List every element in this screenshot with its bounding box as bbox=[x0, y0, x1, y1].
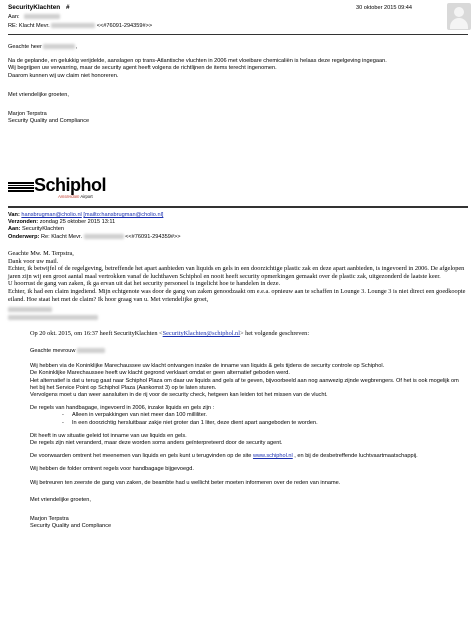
quoted-greeting bbox=[30, 348, 466, 355]
sender-name-text: SecurityKlachten bbox=[8, 4, 61, 11]
quoted-intro-pre: Op 20 okt. 2015, om 16:37 heeft SecurityKlachten < bbox=[30, 330, 163, 337]
schiphol-logo-stripes bbox=[8, 182, 34, 194]
customer-greeting: Geachte Mw. M. Terpstra, bbox=[8, 250, 74, 257]
quoted-paragraph: Wij betreuren ten zeerste de gang van zaken, de beambte had u wellicht beter moeten informeren over de reden van inname. bbox=[30, 479, 341, 486]
logo-sub-amsterdam: Amsterdam bbox=[58, 194, 80, 199]
sent-value: zondag 25 oktober 2015 13:11 bbox=[39, 219, 116, 226]
quoted-email-link[interactable]: SecurityKlachten@schiphol.nl bbox=[162, 330, 240, 337]
quoted-p7-post: , en bij de desbetreffende luchtvaartmaatschappij. bbox=[292, 453, 418, 460]
to-label: Aan: bbox=[8, 14, 20, 20]
reply-closing: Met vriendelijke groeten, bbox=[8, 91, 69, 98]
rules-intro: De regels van handbagage, ingevoerd in 2006, inzake liquids en gels zijn : bbox=[30, 405, 215, 412]
redacted-name bbox=[84, 234, 124, 239]
flag-icon[interactable]: # bbox=[66, 4, 70, 11]
schiphol-logo-sub bbox=[58, 194, 93, 199]
subject-text: RE: Klacht Mevr. bbox=[8, 23, 52, 29]
email-date: 30 oktober 2015 09:44 bbox=[356, 5, 412, 11]
signature-name: Marjon Terpstra bbox=[30, 516, 69, 523]
quoted-intro-post: > het volgende geschreven: bbox=[239, 330, 310, 337]
avatar-icon bbox=[447, 3, 471, 30]
quoted-paragraph: De regels zijn niet veranderd, maar deze worden soms anders geïnterpreteerd door de security agent. bbox=[30, 440, 283, 447]
logo-sub-airport: Airport bbox=[80, 194, 93, 199]
reply-body bbox=[8, 44, 464, 125]
list-item: - Alleen in verpakkingen van niet meer dan 100 milliliter. bbox=[72, 412, 466, 419]
reply-paragraph: Wij begrijpen uw verwarring, maar de security agent heeft volgens de richtlijnen de items terecht ingenomen. bbox=[8, 65, 277, 72]
quoted-paragraph: Vervolgens moet u dan weer aansluiten in de rij voor de security check, hetgeen kan leiden tot het missen van de vlucht. bbox=[30, 392, 328, 399]
quoted-greeting-text: Geachte mevrouw bbox=[30, 348, 77, 354]
sender-name bbox=[8, 4, 70, 11]
customer-thanks: Dank voor uw mail. bbox=[8, 257, 59, 265]
redacted-name bbox=[51, 23, 95, 28]
quoted-paragraph: Wij hebben de folder omtrent regels voor handbagage bijgevoegd. bbox=[30, 466, 194, 473]
quoted-intro bbox=[30, 330, 466, 338]
signature-name: Marjon Terpstra bbox=[8, 111, 47, 118]
forward-divider bbox=[8, 206, 468, 208]
redacted-recipient bbox=[24, 14, 60, 19]
subject-ref: <<#76091-294359#>> bbox=[95, 23, 153, 29]
signature-title: Security Quality and Compliance bbox=[8, 118, 90, 125]
reply-greeting: Geachte heer , bbox=[8, 44, 78, 50]
quoted-paragraph: Het alternatief is dat u terug gaat naar Schiphol Plaza om daar uw liquids and gels af te geven, bijvoorbeeld aan nog aanwezig zijnde wegbrengers. Of het is ook mogelijk om het bij het Service Point op Schiphol Plaza (Aankomst 3) op te laten sturen. bbox=[30, 377, 459, 391]
customer-paragraph: Echter, ik had een claim ingediend. Mijn echtgenote was door de gang van zaken genoodzaakt om e.e.a. opnieuw aan te schaffen in Lounge 3. Lounge 3 is niet direct een goedkoopte eiland. Hoe staat het met de claim? Ik hoor graag van u. Met vriendelijke groet, bbox=[8, 287, 466, 303]
from-email-link[interactable]: hansbrugman@cholio.nl bbox=[21, 212, 82, 218]
list-item: - In een doorzichtig hersluitbaar zakje niet groter dan 1 liter, deze dient apart aangeboden te worden. bbox=[72, 420, 466, 427]
quoted-body bbox=[30, 348, 466, 530]
to-line bbox=[8, 14, 60, 21]
rules-list bbox=[30, 412, 466, 426]
mailto-link[interactable]: [mailto:hansbrugman@cholio.nl] bbox=[83, 212, 164, 218]
quoted-p7-pre: De voorwaarden omtrent het meenemen van liquids en gels kunt u terugvinden op de site bbox=[30, 453, 253, 460]
header-divider bbox=[8, 34, 468, 35]
redacted-name bbox=[77, 348, 105, 353]
forward-header bbox=[8, 212, 464, 241]
sent-label: Verzonden: bbox=[8, 219, 39, 226]
subject-line bbox=[8, 23, 152, 30]
reply-paragraph: Na de geplande, en gelukkig verijdelde, aanslagen op trans-Atlantische vluchten in 2006 met vloeibare chemicaliën is helaas deze regelgeving ingegaan. bbox=[8, 58, 387, 65]
signature-title: Security Quality and Compliance bbox=[30, 523, 112, 530]
quoted-paragraph: Wij hebben via de Koninklijke Marechaussee uw klacht ontvangen inzake de inname van liquids & gels tijdens de security controle op Schiphol. bbox=[30, 363, 385, 370]
reply-greeting-text: Geachte heer bbox=[8, 44, 44, 50]
from-label: Van: bbox=[8, 212, 20, 218]
customer-paragraph: U hoorrust de gang van zaken, ik ga ervan uit dat het security personeel is ingelicht hoe te handelen in deze. bbox=[8, 280, 281, 288]
subject-value: Re: Klacht Mevr. bbox=[40, 233, 84, 240]
schiphol-logo: Schiphol bbox=[34, 175, 106, 195]
quoted-paragraph: Dit heeft in uw situatie geleid tot inname van uw liquids en gels. bbox=[30, 432, 187, 439]
quoted-paragraph bbox=[30, 453, 466, 460]
schiphol-site-link[interactable]: www.schiphol.nl bbox=[252, 453, 293, 460]
customer-message bbox=[8, 250, 466, 321]
subject-label: Onderwerp: bbox=[8, 233, 40, 240]
quoted-paragraph: De Koninklijke Marechaussee heeft uw klacht gegrond verklaart omdat er geen alternatief geboden werd. bbox=[30, 370, 290, 377]
customer-paragraph: Echter, ik betwijfel of de regelgeving, betreffende het apart aanbieden van liquids en gels in een doorzichtige plastic zak en deze apart aanbieden, is ingevoerd in 2006. De afgelopen jaren zijn wij een groot aantal maal vertrokken vanaf de luchthaven Schiphol en nooit heeft security opmerkingen gemaakt over de plastic zak, uitgezonderd de laatste keer. bbox=[8, 265, 465, 280]
to-value: SecurityKlachten bbox=[22, 226, 64, 233]
subject-ref: <<#76091-294359#>> bbox=[123, 233, 181, 240]
redacted-name bbox=[43, 44, 75, 49]
to-label: Aan: bbox=[8, 226, 21, 233]
redacted-signature bbox=[8, 306, 466, 314]
reply-paragraph: Daarom kunnen wij uw claim niet honoreren. bbox=[8, 72, 119, 79]
quoted-closing: Met vriendelijke groeten, bbox=[30, 496, 91, 503]
redacted-address bbox=[8, 314, 466, 322]
